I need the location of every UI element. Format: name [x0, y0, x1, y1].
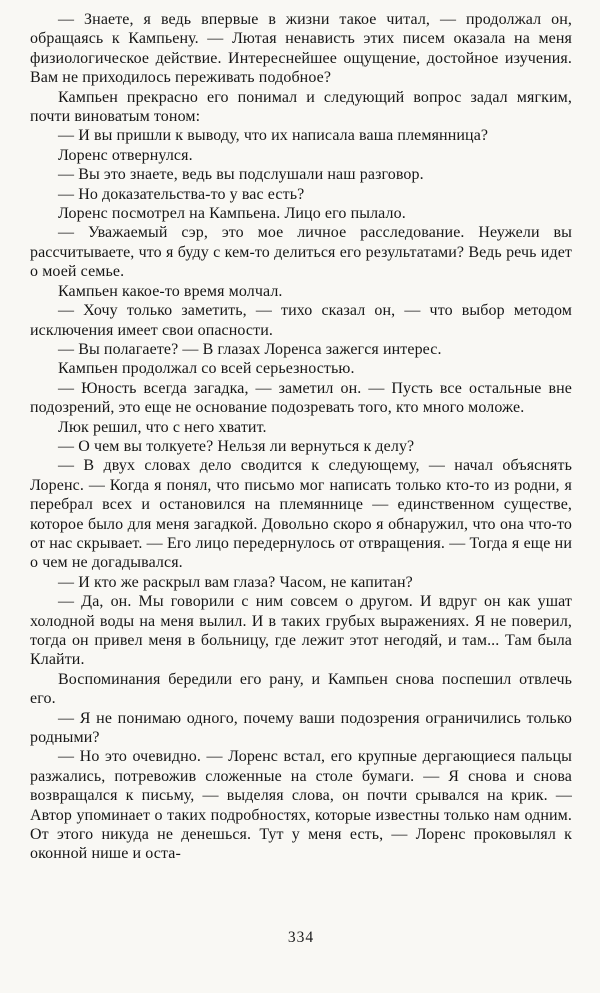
paragraph: — И вы пришли к выводу, что их написала ваша племянница?	[58, 127, 489, 145]
paragraph: Лоренс отвернулся.	[58, 146, 193, 164]
paragraph: — Знаете, я ведь впервые в жизни такое читал, — продолжал он, обращаясь к Кампьену. — Лютая ненависть этих писем оказала на меня физиологическое действие. Интереснейшее ощущение, достойное изучения. Вам не приходилось переживать подобное?	[30, 11, 572, 87]
paragraph: Кампьен какое-то время молчал.	[58, 282, 283, 300]
paragraph: Воспоминания бередили его рану, и Кампьен снова поспешил отвлечь его.	[30, 670, 572, 708]
paragraph: — Хочу только заметить, — тихо сказал он, — что выбор методом исключения имеет свои опасности.	[30, 302, 572, 339]
paragraph: Кампьен продолжал со всей серьезностью.	[58, 360, 355, 378]
paragraph: — Я не понимаю одного, почему ваши подозрения ограничились только родными?	[30, 709, 572, 747]
paragraph: — Но доказательства-то у вас есть?	[58, 185, 305, 203]
page-number: 334	[287, 929, 315, 946]
paragraph: — В двух словах дело сводится к следующему, — начал объяснять Лоренс. — Когда я понял, что письмо мог написать только кто-то из родни, я перебрал всех и остановился на племяннице — единственном существе, которое было для меня загадкой. Довольно скоро я обнаружил, что она что-то от нас скрывает. — Его лицо передернулось от отвращения. — Тогда я еще ни о чем не догадывался.	[30, 457, 572, 572]
paragraph: — Да, он. Мы говорили с ним совсем о другом. И вдруг он как ушат холодной воды на меня вылил. И в таких грубых выражениях. Я не поверил, тогда он привел меня в больницу, где лежит этот негодяй, и там... Там была Клайти.	[30, 593, 572, 669]
paragraph: — О чем вы толкуете? Нельзя ли вернуться к делу?	[58, 437, 415, 455]
paragraph: — Юность всегда загадка, — заметил он. — Пусть все остальные вне подозрений, это еще не основание подозревать того, кто много моложе.	[30, 379, 572, 417]
paragraph: — И кто же раскрыл вам глаза? Часом, не капитан?	[58, 573, 413, 591]
paragraph: Кампьен прекрасно его понимал и следующий вопрос задал мягким, почти виноватым тоном:	[30, 88, 572, 126]
paragraph: Люк решил, что с него хватит.	[58, 418, 267, 436]
page-text	[30, 10, 572, 864]
paragraph: — Но это очевидно. — Лоренс встал, его крупные дергающиеся пальцы разжались, потревожив сложенные на столе бумаги. — Я снова и снова возвращался к письму, — выделяя слова, он почти срывался на крик. — Автор упоминает о таких подробностях, которые известны только нам одним. От этого никуда не денешься. Тут у меня есть, — Лоренс проковылял к оконной нише и оста-	[30, 748, 572, 863]
paragraph: — Вы полагаете? — В глазах Лоренса зажегся интерес.	[58, 340, 442, 358]
paragraph: — Вы это знаете, ведь вы подслушали наш разговор.	[58, 166, 424, 184]
paragraph: Лоренс посмотрел на Кампьена. Лицо его пылало.	[58, 205, 406, 223]
paragraph: — Уважаемый сэр, это мое личное расследование. Неужели вы рассчитываете, что я буду с кем-то делиться его результатами? Ведь речь идет о моей семье.	[30, 224, 572, 281]
